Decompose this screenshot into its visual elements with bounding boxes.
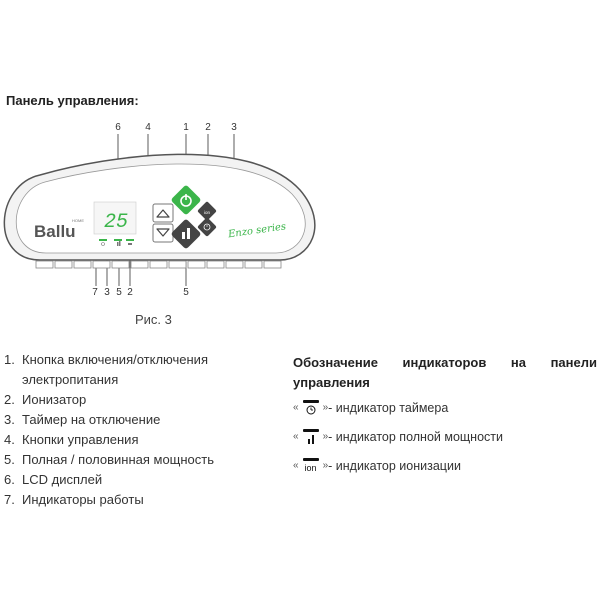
page-heading: Панель управления: bbox=[6, 93, 139, 108]
series-logo: Enzo series bbox=[227, 221, 287, 241]
list-item: 3. Таймер на отключение bbox=[4, 412, 161, 427]
legend-item-power: « » - индикатор полной мощности bbox=[293, 429, 503, 444]
ion-icon: ion bbox=[302, 458, 320, 473]
callout-6: 6 bbox=[115, 122, 121, 133]
callout-4: 4 bbox=[145, 122, 151, 133]
brand-sup: HOME bbox=[72, 218, 84, 223]
list-item: 1. Кнопка включения/отключения bbox=[4, 352, 208, 367]
components-list bbox=[4, 350, 214, 510]
callout-3-bottom: 3 bbox=[104, 287, 110, 298]
power-level-icon bbox=[302, 429, 320, 444]
callout-1: 1 bbox=[183, 122, 189, 133]
figure-caption: Рис. 3 bbox=[135, 312, 172, 327]
vent-strip bbox=[36, 261, 281, 268]
legend-item-ion: « ion » - индикатор ионизации bbox=[293, 458, 461, 473]
callout-2: 2 bbox=[205, 122, 211, 133]
timer-icon bbox=[302, 400, 320, 415]
list-item: 2. Ионизатор bbox=[4, 392, 87, 407]
control-panel-diagram bbox=[0, 110, 600, 310]
list-item: 5. Полная / половинная мощность bbox=[4, 452, 215, 467]
callout-5-center: 5 bbox=[183, 287, 189, 298]
legend-title: Обозначение индикаторов на панели управления bbox=[293, 355, 597, 390]
list-item: 6. LCD дисплей bbox=[4, 472, 103, 487]
legend-item-timer: « » - индикатор таймера bbox=[293, 400, 449, 415]
up-button[interactable] bbox=[153, 204, 173, 222]
list-item: электропитания bbox=[22, 372, 119, 387]
lcd-value: 25 bbox=[103, 211, 129, 234]
down-button[interactable] bbox=[153, 224, 173, 242]
brand-logo: Ballu bbox=[34, 222, 76, 241]
callout-3: 3 bbox=[231, 122, 237, 133]
list-item: 4. Кнопки управления bbox=[4, 432, 139, 447]
callout-5-bottom: 5 bbox=[116, 287, 122, 298]
callout-2-bottom: 2 bbox=[127, 287, 133, 298]
list-item: 7. Индикаторы работы bbox=[4, 492, 144, 507]
ion-button-label: ion bbox=[203, 210, 211, 215]
callout-7-bottom: 7 bbox=[92, 287, 98, 298]
